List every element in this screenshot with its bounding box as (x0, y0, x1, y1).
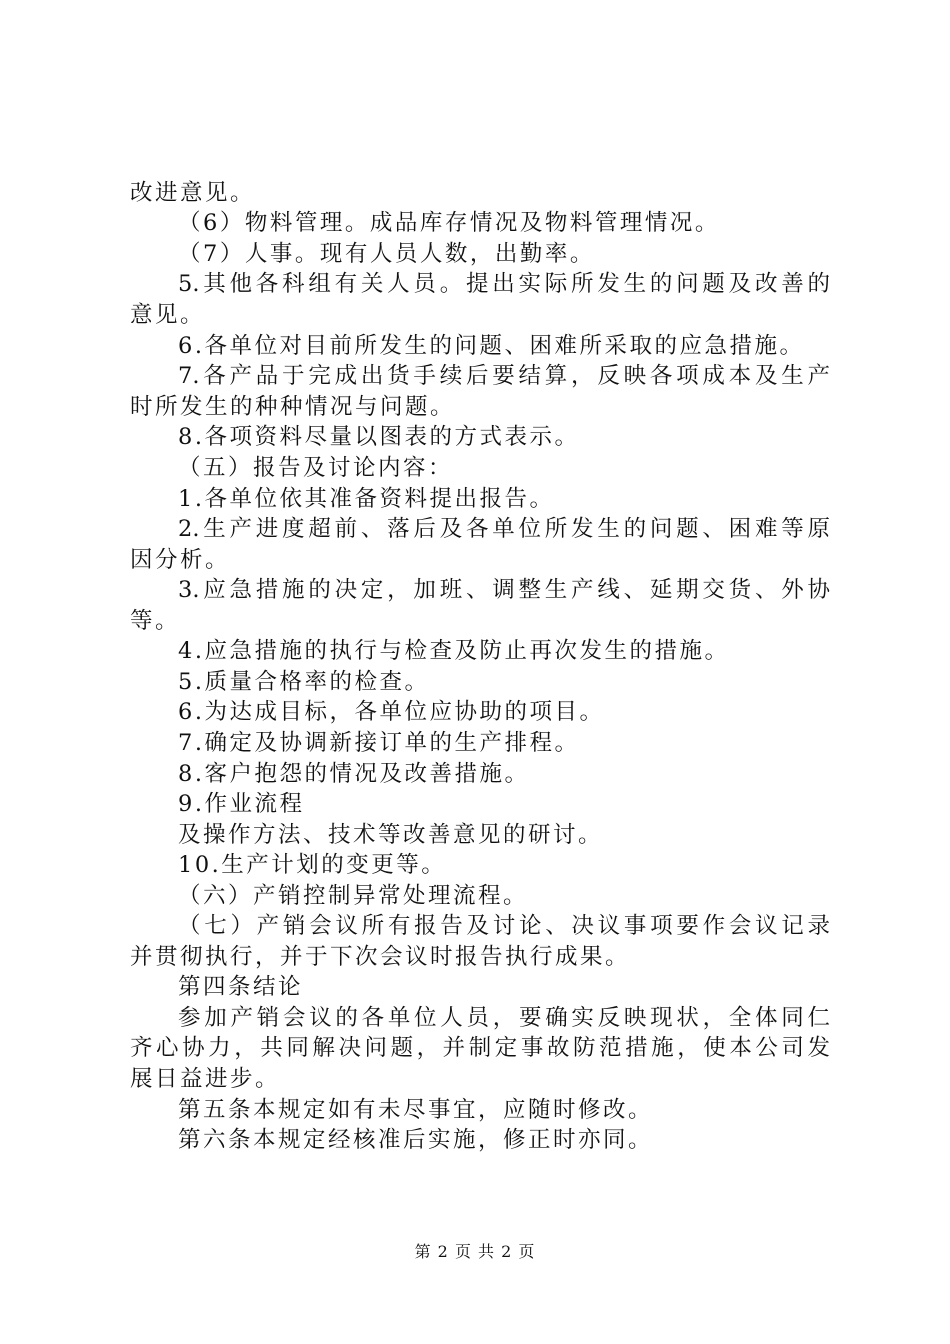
text-line: 6.各单位对目前所发生的问题、困难所采取的应急措施。 (178, 333, 805, 359)
text-line: 因分析。 (130, 547, 231, 573)
text-line: 8.各项资料尽量以图表的方式表示。 (178, 424, 580, 450)
text-line: 3.应急措施的决定，加班、调整生产线、延期交货、外协 (178, 577, 830, 603)
text-line: 9.作业流程 (178, 791, 305, 817)
text-line: 7.确定及协调新接订单的生产排程。 (178, 730, 580, 756)
text-line: 展日益进步。 (130, 1066, 281, 1092)
article-heading: 第六条本规定经核准后实施，修正时亦同。 (178, 1127, 654, 1153)
text-line: 10.生产计划的变更等。 (178, 852, 447, 878)
text-line: 8.客户抱怨的情况及改善措施。 (178, 761, 530, 787)
text-line: 时所发生的种种情况与问题。 (130, 394, 456, 420)
text-line: 意见。 (130, 302, 206, 328)
text-line: 齐心协力，共同解决问题，并制定事故防范措施，使本公司发 (130, 1035, 830, 1061)
text-line: 6.为达成目标，各单位应协助的项目。 (178, 699, 605, 725)
section-heading: （七）产销会议所有报告及讨论、决议事项要作会议记录 (178, 913, 830, 939)
article-heading: 第五条本规定如有未尽事宜，应随时修改。 (178, 1097, 654, 1123)
text-line: 等。 (130, 608, 181, 634)
article-heading: 第四条结论 (178, 974, 304, 1000)
text-line: 及操作方法、技术等改善意见的研讨。 (178, 822, 604, 848)
text-line: 4.应急措施的执行与检查及防止再次发生的措施。 (178, 638, 730, 664)
section-heading: （五）报告及讨论内容： (178, 455, 454, 481)
page-number-footer: 第 2 页 共 2 页 (414, 1242, 536, 1261)
text-line: 5.质量合格率的检查。 (178, 669, 430, 695)
text-line: 参加产销会议的各单位人员，要确实反映现状，全体同仁 (178, 1005, 830, 1031)
text-line: 1.各单位依其准备资料提出报告。 (178, 486, 555, 512)
text-line: 2.生产进度超前、落后及各单位所发生的问题、困难等原 (178, 516, 830, 542)
text-line: 5.其他各科组有关人员。提出实际所发生的问题及改善的 (178, 271, 830, 297)
text-line: 并贯彻执行，并于下次会议时报告执行成果。 (130, 944, 631, 970)
text-line: （7）人事。现有人员人数，出勤率。 (178, 241, 595, 267)
section-heading: （六）产销控制异常处理流程。 (178, 883, 529, 909)
text-line: 7.各产品于完成出货手续后要结算，反映各项成本及生产 (178, 363, 830, 389)
text-line: （6）物料管理。成品库存情况及物料管理情况。 (178, 210, 720, 236)
text-line: 改进意见。 (130, 180, 256, 206)
